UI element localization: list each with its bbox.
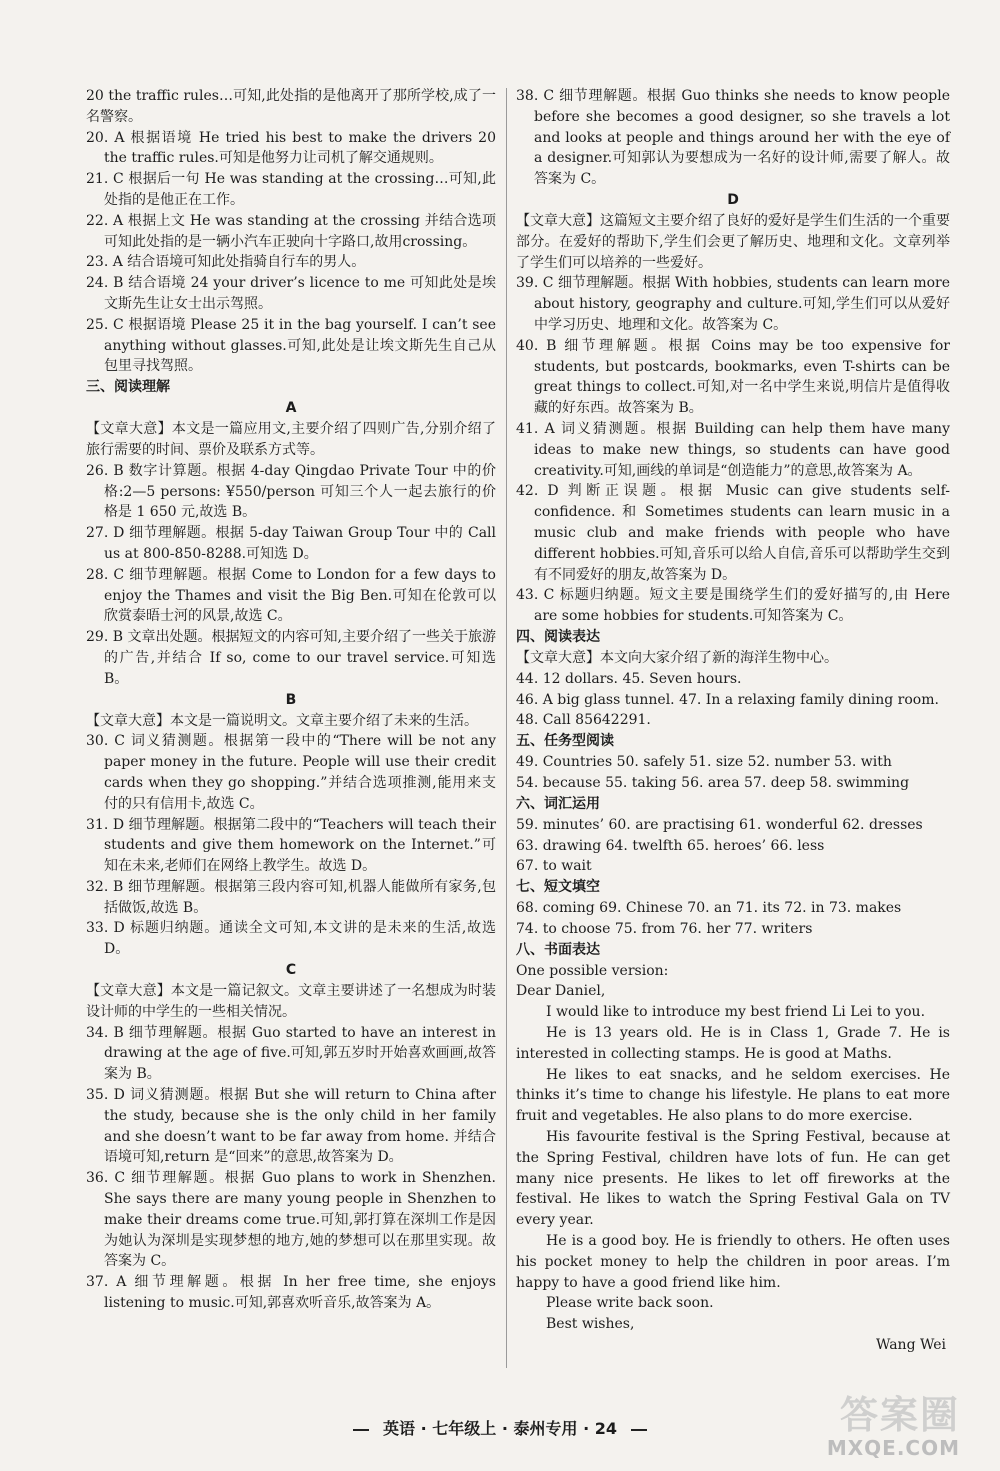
right-column	[516, 86, 950, 1356]
text-line: 63. drawing 64. twelfth 65. heroes’ 66. less	[516, 837, 825, 854]
answer-item: 29. B 文章出处题。根据短文的内容可知,主要介绍了一些关于旅游的广告,并结合 If so, come to our travel service.可知选 B。	[86, 629, 496, 687]
answer-item: 43. C 标题归纳题。短文主要是围绕学生们的爱好描写的,由 Here are some hobbies for students.可知答案为 C。	[516, 587, 950, 625]
text-line: One possible version:	[516, 962, 669, 979]
text-line: 【文章大意】本文是一篇说明文。文章主要介绍了未来的生活。	[86, 712, 478, 729]
letter-body	[516, 1002, 950, 1335]
text-line: 44. 12 dollars. 45. Seven hours.	[516, 670, 742, 687]
letter-paragraph: His favourite festival is the Spring Festival, because at the Spring Festival, children have lots of fun. He can get many nice presents. He likes to let off fireworks at the festival. He likes to watch the Spring Festival Gala on TV every year.	[516, 1129, 950, 1229]
answer-item: 27. D 细节理解题。根据 5-day Taiwan Group Tour 中的 Call us at 800-850-8288.可知选 D。	[86, 525, 496, 562]
passage-label: B	[285, 691, 297, 708]
right-top	[516, 86, 950, 981]
section-heading: 七、短文填空	[516, 879, 600, 896]
page-footer: 英语 · 七年级上 · 泰州专用 · 24	[0, 1416, 1000, 1439]
answer-item: 21. C 根据后一句 He was standing at the crossing…可知,此处指的是他正在工作。	[86, 171, 496, 208]
text-line: 59. minutes’ 60. are practising 61. wonderful 62. dresses	[516, 816, 923, 833]
column-divider	[506, 88, 507, 1368]
footer-dash-right	[631, 1429, 647, 1431]
passage-label: C	[285, 962, 297, 979]
passage-label: D	[727, 191, 739, 208]
text-line: 46. A big glass tunnel. 47. In a relaxing family dining room.	[516, 691, 939, 708]
letter-paragraph: He is 13 years old. He is in Class 1, Grade 7. He is interested in collecting stamps. He is good at Maths.	[516, 1025, 950, 1062]
answer-item: 22. A 根据上文 He was standing at the crossing 并结合选项可知此处指的是一辆小汽车正驶向十字路口,故用crossing。	[86, 212, 496, 250]
sample-letter	[516, 981, 950, 1355]
text-line: 68. coming 69. Chinese 70. an 71. its 72. in 73. makes	[516, 900, 902, 917]
text-line: 48. Call 85642291.	[516, 712, 651, 729]
answer-item: 20. A 根据语境 He tried his best to make the drivers 20 the traffic rules.可知是他努力让司机了解交通规则。	[86, 129, 496, 167]
answer-item: 28. C 细节理解题。根据 Come to London for a few days to enjoy the Thames and visit the Big Ben.可知在伦敦可以欣赏泰晤士河的风景,故选 C。	[86, 566, 496, 625]
section-heading: 六、词汇运用	[516, 795, 600, 812]
text-line: 【文章大意】本文是一篇应用文,主要介绍了四则广告,分别介绍了旅行需要的时间、票价及联系方式等。	[86, 421, 496, 458]
answer-item: 30. C 词义猜测题。根据第一段中的“There will be not any paper money in the future. People will use their credit cards when they go shopping.”并结合选项推测,能用来支付的只有信用卡,故选 C。	[86, 733, 496, 812]
footer-grade: 七年级上	[432, 1419, 497, 1438]
text-line: 54. because 55. taking 56. area 57. deep 58. swimming	[516, 774, 910, 791]
text-line: 49. Countries 50. safely 51. size 52. number 53. with	[516, 754, 892, 771]
answer-item: 36. C 细节理解题。根据 Guo plans to work in Shenzhen. She says there are many young people in Shenzhen to make their dreams come true.可知,郭打算在深圳工作是因为她认为深圳是实现梦想的地方,她的梦想可以在那里实现。故答案为 C。	[86, 1170, 496, 1270]
letter-paragraph: He likes to eat snacks, and he seldom exercises. He thinks it’s time to change his lifestyle. He plans to eat more fruit and vegetables. He also plans to do more exercise.	[516, 1066, 950, 1125]
answer-item: 42. D 判断正误题。根据 Music can give students self-confidence. 和 Sometimes students can learn music in a music club and make friends with people who have different hobbies.可知,音乐可以给人自信,音乐可以帮助学生交到有不同爱好的朋友,故答案为 D。	[516, 483, 950, 583]
passage-label: A	[285, 400, 297, 417]
letter-greeting: Dear Daniel,	[516, 983, 606, 1000]
section-heading: 五、任务型阅读	[516, 733, 614, 750]
watermark-url: MXQE.COM	[826, 1436, 960, 1460]
answer-item: 38. C 细节理解题。根据 Guo thinks she needs to know people before she becomes a good designer, so she travels a lot and looks at people and things around her with the eye of a designer.可知郭认为要想成为一名好的设计师,需要了解人。故答案为 C。	[516, 88, 950, 188]
answer-item: 33. D 标题归纳题。通读全文可知,本文讲的是未来的生活,故选 D。	[86, 920, 496, 958]
footer-edition: 泰州专用	[513, 1419, 578, 1438]
text-line: 67. to wait	[516, 858, 592, 875]
watermark-logo: 答案圈	[839, 1393, 960, 1437]
answer-item: 23. A 结合语境可知此处指骑自行车的男人。	[86, 254, 366, 271]
left-column	[86, 86, 496, 1314]
text-line: 【文章大意】本文是一篇记叙文。文章主要讲述了一名想成为时装设计师的中学生的一些相关情况。	[86, 983, 496, 1020]
answer-item: 32. B 细节理解题。根据第三段内容可知,机器人能做所有家务,包括做饭,故选 B。	[86, 878, 496, 916]
page-number: 24	[594, 1419, 617, 1438]
footer-dash-left	[353, 1429, 369, 1431]
section-heading: 三、阅读理解	[86, 379, 170, 396]
answer-item: 31. D 细节理解题。根据第二段中的“Teachers will teach their students and give them homework on the Internet.”可知在未来,老师们在网络上教学生。故选 D。	[86, 816, 496, 875]
answer-item: 39. C 细节理解题。根据 With hobbies, students can learn more about history, geography and culture.可知,学生们可以从爱好中学习历史、地理和文化。故答案为 C。	[516, 275, 950, 333]
answer-item: 40. B 细节理解题。根据 Coins may be too expensive for students, but postcards, bookmarks, even T-shirts can be great things to collect.可知,对一名中学生来说,明信片是值得收藏的好东西。故答案为 B。	[516, 337, 950, 417]
section-heading: 四、阅读表达	[516, 628, 600, 645]
letter-paragraph: He is a good boy. He is friendly to others. He often uses his pocket money to help the children in poor areas. I’m happy to have a good friend like him.	[516, 1233, 950, 1291]
answer-item: 26. B 数字计算题。根据 4-day Qingdao Private Tour 中的价格:2—5 persons: ¥550/person 可知三个人一起去旅行的价格是 1 650 元,故选 B。	[86, 462, 496, 521]
answer-item: 41. A 词义猜测题。根据 Building can help them have many ideas to make new things, so students can have good creativity.可知,画线的单词是“创造能力”的意思,故答案为 A。	[516, 420, 950, 479]
letter-signature: Wang Wei	[876, 1337, 946, 1354]
footer-subject: 英语	[382, 1419, 415, 1438]
letter-paragraph: I would like to introduce my best friend Li Lei to you.	[546, 1004, 926, 1021]
answer-item: 35. D 词义猜测题。根据 But she will return to China after the study, because she is the only child in her family and she doesn’t want to be far away from home. 并结合语境可知,return 是“回来”的意思,故答案为 D。	[86, 1087, 496, 1166]
text-line: 【文章大意】这篇短文主要介绍了良好的爱好是学生们生活的一个重要部分。在爱好的帮助下,学生们会更了解历史、地理和文化。文章列举了学生们可以培养的一些爱好。	[516, 212, 950, 271]
answer-item: 34. B 细节理解题。根据 Guo started to have an interest in drawing at the age of five.可知,郭五岁时开始喜欢画画,故答案为 B。	[86, 1024, 496, 1083]
answer-item: 25. C 根据语境 Please 25 it in the bag yourself. I can’t see anything without glasses.可知,此处是让埃文斯先生自己从包里寻找驾照。	[86, 316, 496, 375]
text-line: 74. to choose 75. from 76. her 77. writers	[516, 920, 813, 937]
text-line: 【文章大意】本文向大家介绍了新的海洋生物中心。	[516, 649, 838, 666]
section-heading: 八、书面表达	[516, 941, 600, 958]
letter-paragraph: Best wishes,	[546, 1316, 635, 1333]
letter-paragraph: Please write back soon.	[546, 1295, 714, 1312]
answer-item: 24. B 结合语境 24 your driver’s licence to me 可知此处是埃文斯先生让女士出示驾照。	[86, 275, 496, 312]
answer-item: 37. A 细节理解题。根据 In her free time, she enjoys listening to music.可知,郭喜欢听音乐,故答案为 A。	[86, 1274, 496, 1312]
text-line: 20 the traffic rules…可知,此处指的是他离开了那所学校,成了一名警察。	[86, 88, 496, 125]
